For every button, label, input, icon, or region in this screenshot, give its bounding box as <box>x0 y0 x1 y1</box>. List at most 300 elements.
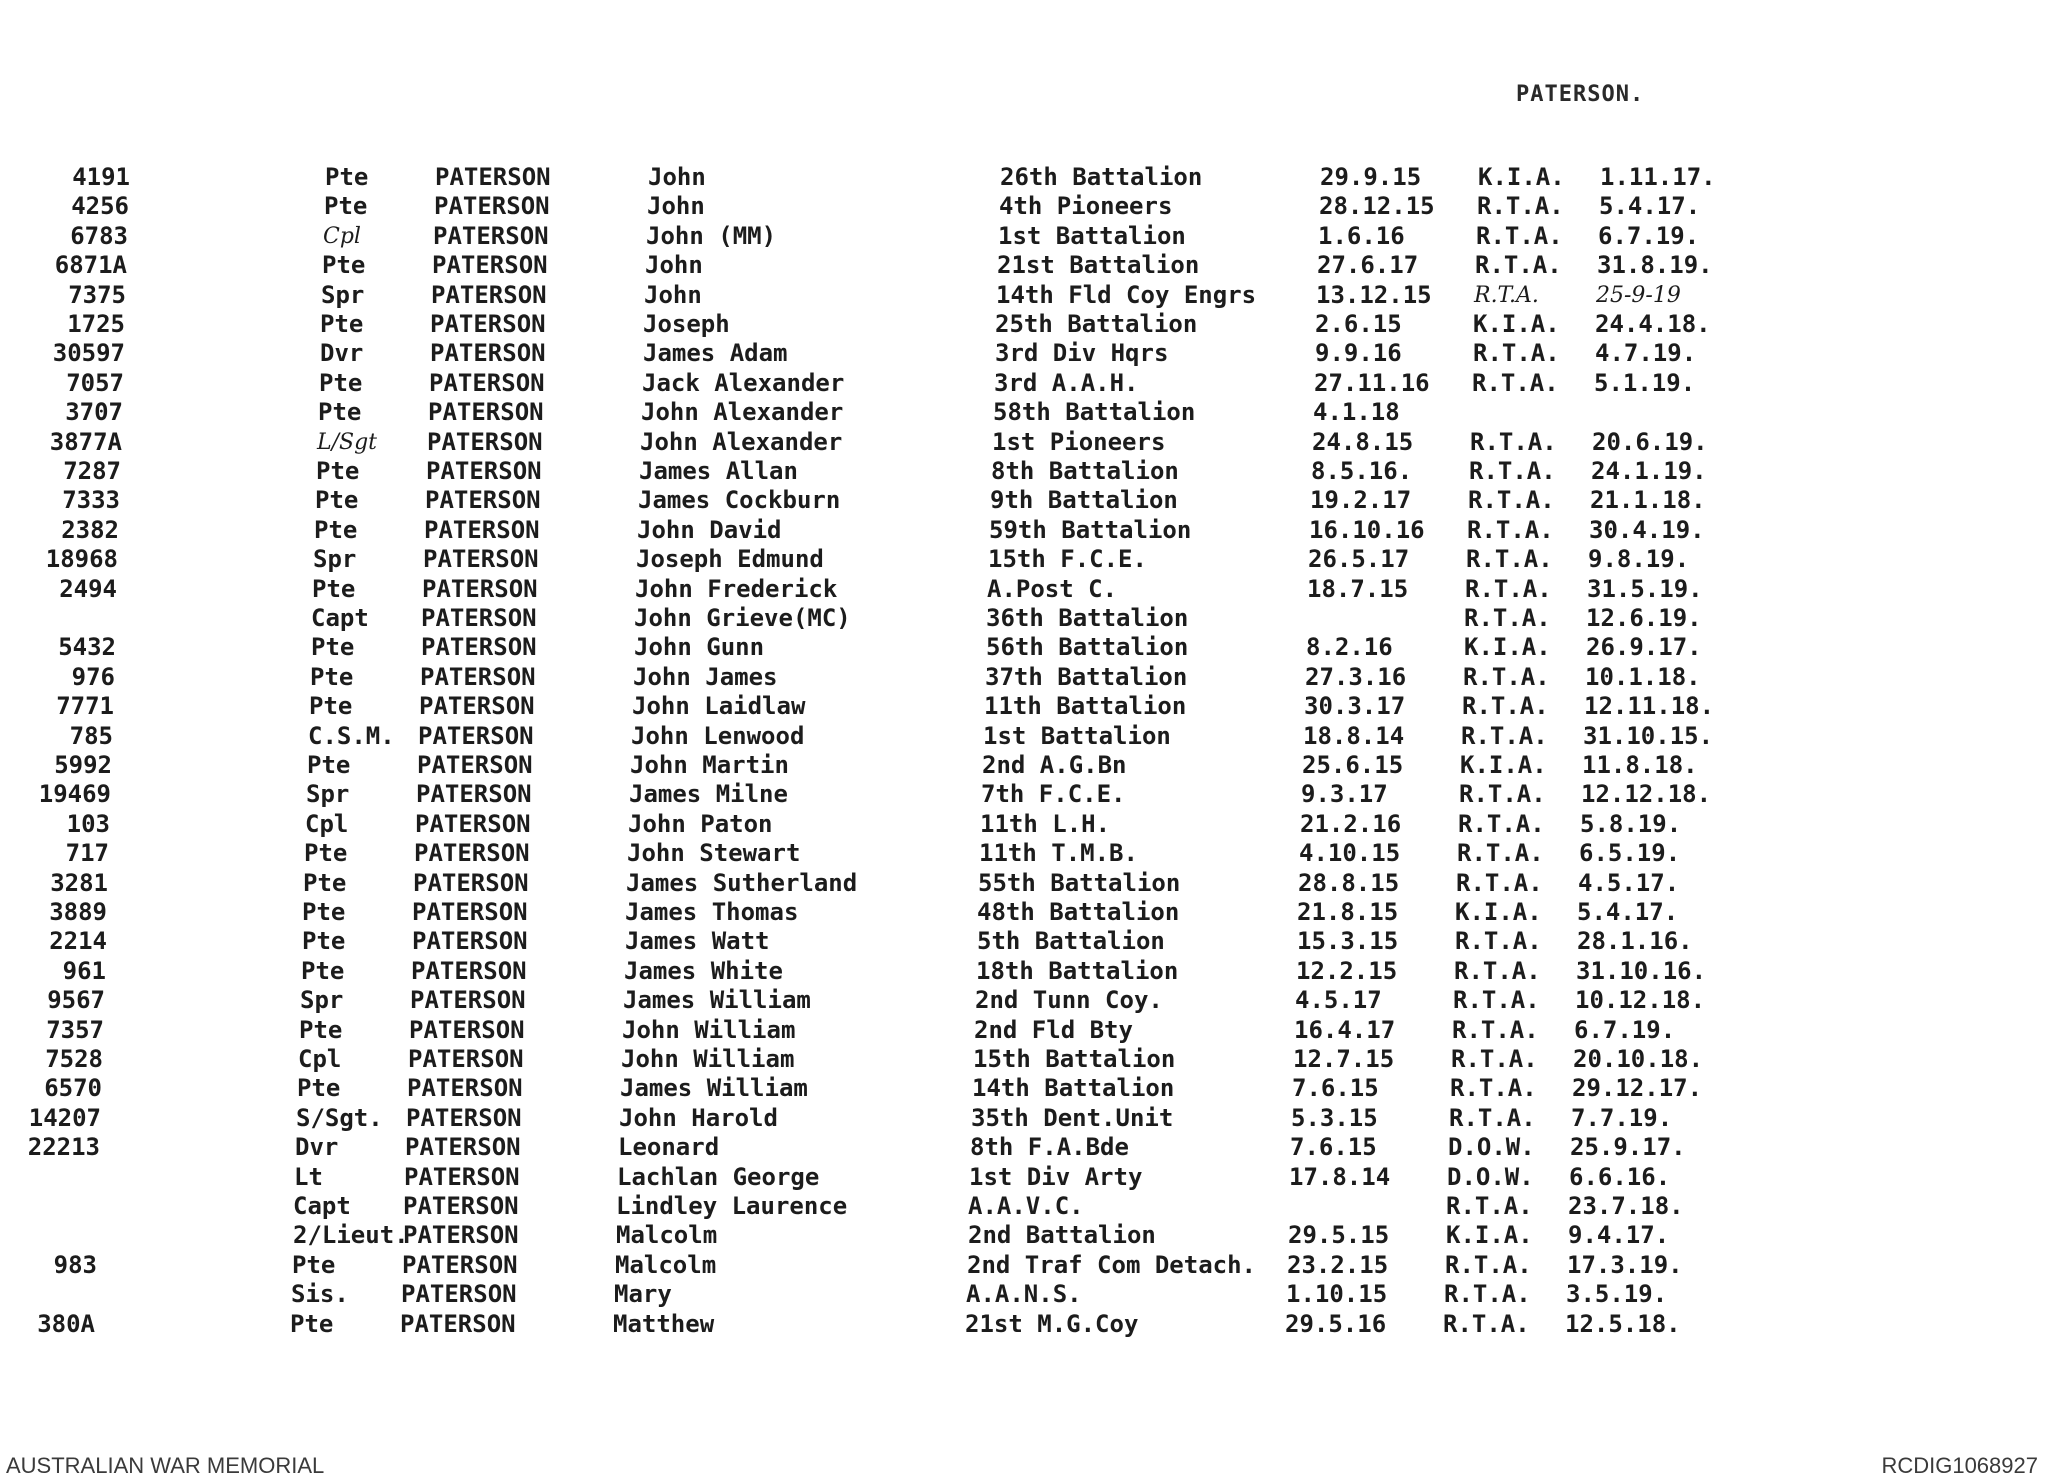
entry-fate-date: 20.6.19. <box>1592 427 1708 456</box>
entry-surname: PATERSON <box>427 427 543 456</box>
entry-surname: PATERSON <box>424 515 540 544</box>
entry-unit: 58th Battalion <box>993 398 1196 427</box>
entry-unit: 11th L.H. <box>980 809 1111 838</box>
entry-enlistment-date: 19.2.17 <box>1310 486 1412 515</box>
entry-enlistment-date: 1.10.15 <box>1286 1280 1388 1309</box>
entry-rank: Sis. <box>291 1280 349 1309</box>
roll-entry <box>0 604 2048 633</box>
roll-entry <box>0 1280 2048 1309</box>
entry-unit: 35th Dent.Unit <box>971 1103 1174 1132</box>
entry-fate-date: 9.8.19. <box>1588 545 1690 574</box>
entry-fate-date: 5.4.17. <box>1577 898 1679 926</box>
entry-unit: 11th Battalion <box>984 692 1187 721</box>
entry-unit: 11th T.M.B. <box>979 839 1138 868</box>
entry-fate: R.T.A. <box>1446 1192 1533 1220</box>
roll-entry <box>0 780 2048 809</box>
entry-roll-number: 30597 <box>52 339 125 368</box>
entry-surname: PATERSON <box>422 574 538 603</box>
entry-surname: PATERSON <box>412 927 528 956</box>
entry-fate-date: 24.1.19. <box>1591 457 1707 485</box>
entry-fate: R.T.A. <box>1453 986 1540 1015</box>
entry-given-names: John David <box>637 515 782 544</box>
roll-entry <box>0 722 2048 751</box>
entry-unit: 14th Fld Coy Engrs <box>996 280 1257 309</box>
entry-roll-number: 103 <box>66 809 110 838</box>
entry-fate: K.I.A. <box>1460 751 1547 779</box>
entry-fate-date: 26.9.17. <box>1586 633 1702 662</box>
entry-roll-number: 7375 <box>68 280 126 309</box>
entry-unit: 2nd A.G.Bn <box>982 751 1127 779</box>
entry-given-names: Mary <box>614 1280 672 1309</box>
entry-enlistment-date: 23.2.15 <box>1287 1250 1389 1279</box>
entry-fate-date: 9.4.17. <box>1568 1221 1670 1250</box>
entry-given-names: John William <box>621 1045 795 1073</box>
entry-unit: 21st Battalion <box>997 251 1200 280</box>
entry-given-names: John <box>644 280 702 309</box>
entry-surname: PATERSON <box>410 986 526 1015</box>
entry-unit: 3rd Div Hqrs <box>995 339 1169 368</box>
entry-roll-number: 961 <box>62 956 106 985</box>
entry-enlistment-date: 27.3.16 <box>1305 662 1407 691</box>
roll-entry <box>0 222 2048 251</box>
entry-fate-date: 30.4.19. <box>1589 515 1705 544</box>
entry-given-names: Lindley Laurence <box>616 1192 848 1220</box>
entry-surname: PATERSON <box>426 457 542 485</box>
entry-fate: R.T.A. <box>1475 251 1562 280</box>
entry-given-names: James White <box>624 956 783 985</box>
entry-roll-number: 5432 <box>58 633 116 662</box>
entry-surname: PATERSON <box>425 486 541 515</box>
entry-surname: PATERSON <box>431 280 547 309</box>
entry-surname: PATERSON <box>404 1162 520 1191</box>
roll-entry <box>0 163 2048 192</box>
entry-given-names: James Allan <box>639 457 798 485</box>
roll-entry <box>0 457 2048 486</box>
entry-given-names: Joseph <box>643 310 730 338</box>
entry-rank: Capt <box>293 1192 351 1220</box>
entry-unit: 2nd Fld Bty <box>974 1015 1133 1044</box>
entry-rank: C.S.M. <box>308 721 395 750</box>
entry-unit: 1st Battalion <box>998 221 1186 250</box>
entry-rank: Dvr <box>320 339 364 368</box>
entry-fate: R.T.A. <box>1463 662 1550 691</box>
entry-surname: PATERSON <box>403 1221 519 1250</box>
entry-rank: 2/Lieut. <box>293 1221 409 1250</box>
entry-roll-number: 380A <box>37 1309 95 1338</box>
entry-surname: PATERSON <box>434 192 550 221</box>
entry-fate-date: 31.10.15. <box>1583 721 1714 750</box>
entry-rank: Lt <box>294 1162 323 1191</box>
roll-entry <box>0 663 2048 692</box>
entry-enlistment-date: 7.6.15 <box>1290 1133 1377 1162</box>
entry-roll-number: 19469 <box>38 780 111 809</box>
entry-fate: R.T.A. <box>1456 868 1543 897</box>
entry-surname: PATERSON <box>412 898 528 926</box>
roll-entry <box>0 1133 2048 1162</box>
entry-roll-number: 2214 <box>49 927 107 956</box>
entry-surname: PATERSON <box>406 1103 522 1132</box>
entry-fate-date: 12.11.18. <box>1584 692 1715 721</box>
entry-fate: D.O.W. <box>1447 1162 1534 1191</box>
entry-fate: R.T.A. <box>1474 282 1539 308</box>
entry-fate: K.I.A. <box>1455 898 1542 926</box>
entry-given-names: John Stewart <box>627 839 801 868</box>
entry-fate: R.T.A. <box>1444 1280 1531 1309</box>
entry-unit: A.A.N.S. <box>966 1280 1082 1309</box>
entry-roll-number: 22213 <box>27 1133 100 1162</box>
entry-given-names: James William <box>623 986 811 1015</box>
entry-surname: PATERSON <box>420 662 536 691</box>
entry-fate-date: 12.5.18. <box>1565 1309 1681 1338</box>
entry-unit: 4th Pioneers <box>999 192 1173 221</box>
entry-enlistment-date: 29.5.15 <box>1288 1221 1390 1250</box>
entry-unit: 1st Battalion <box>983 721 1171 750</box>
entry-rank: Pte <box>318 398 362 427</box>
entry-roll-number: 717 <box>65 839 109 868</box>
entry-fate: R.T.A. <box>1472 368 1559 397</box>
entry-enlistment-date: 18.8.14 <box>1303 721 1405 750</box>
entry-rank: Capt <box>311 604 369 632</box>
entry-unit: 14th Battalion <box>972 1074 1175 1103</box>
entry-fate-date: 11.8.18. <box>1582 751 1698 779</box>
entry-roll-number: 6570 <box>44 1074 102 1103</box>
entry-unit: 2nd Tunn Coy. <box>975 986 1163 1015</box>
entry-surname: PATERSON <box>429 368 545 397</box>
entry-roll-number: 7333 <box>62 486 120 515</box>
entry-rank: Spr <box>306 780 350 809</box>
entry-unit: 1st Pioneers <box>992 427 1166 456</box>
entry-fate: R.T.A. <box>1457 839 1544 868</box>
entry-unit: A.Post C. <box>987 574 1118 603</box>
entry-enlistment-date: 16.4.17 <box>1294 1015 1396 1044</box>
entry-fate-date: 31.5.19. <box>1587 574 1703 603</box>
entry-fate: R.T.A. <box>1455 927 1542 956</box>
roll-entry <box>0 369 2048 398</box>
entry-fate-date: 7.7.19. <box>1571 1103 1673 1132</box>
entry-rank: Pte <box>302 898 346 926</box>
roll-entry <box>0 1310 2048 1339</box>
entry-unit: 5th Battalion <box>977 927 1165 956</box>
entry-fate-date: 10.12.18. <box>1575 986 1706 1015</box>
entry-fate: R.T.A. <box>1449 1103 1536 1132</box>
entry-fate-date: 6.7.19. <box>1574 1015 1676 1044</box>
entry-fate: R.T.A. <box>1476 221 1563 250</box>
roll-entry <box>0 575 2048 604</box>
entry-given-names: John Gunn <box>634 633 765 662</box>
entry-surname: PATERSON <box>416 780 532 809</box>
entry-given-names: John William <box>622 1015 796 1044</box>
entry-enlistment-date: 27.6.17 <box>1317 251 1419 280</box>
roll-entry <box>0 1045 2048 1074</box>
roll-entry <box>0 751 2048 780</box>
entry-rank: Pte <box>316 457 360 485</box>
entry-given-names: James William <box>620 1074 808 1103</box>
entry-surname: PATERSON <box>405 1133 521 1162</box>
entry-rank: Pte <box>324 192 368 221</box>
entry-enlistment-date: 12.7.15 <box>1293 1045 1395 1073</box>
entry-roll-number: 6783 <box>70 221 128 250</box>
entry-fate-date: 28.1.16. <box>1577 927 1693 956</box>
entry-rank: Pte <box>304 839 348 868</box>
entry-rank: L/Sgt <box>317 429 378 455</box>
entry-enlistment-date: 4.10.15 <box>1299 839 1401 868</box>
entry-roll-number: 7357 <box>46 1015 104 1044</box>
entry-given-names: James Watt <box>625 927 770 956</box>
entry-given-names: Leonard <box>618 1133 720 1162</box>
entry-given-names: James Sutherland <box>626 868 858 897</box>
entry-given-names: James Adam <box>643 339 788 368</box>
entry-roll-number: 3877A <box>49 427 122 456</box>
entry-unit: A.A.V.C. <box>968 1192 1084 1220</box>
entry-unit: 21st M.G.Coy <box>965 1309 1139 1338</box>
entry-enlistment-date: 24.8.15 <box>1312 427 1414 456</box>
entry-rank: Cpl <box>323 223 361 249</box>
entry-fate-date: 17.3.19. <box>1567 1250 1683 1279</box>
entry-surname: PATERSON <box>414 839 530 868</box>
entry-enlistment-date: 21.2.16 <box>1300 809 1402 838</box>
entry-fate: R.T.A. <box>1443 1309 1530 1338</box>
entry-fate: R.T.A. <box>1469 457 1556 485</box>
entry-fate: K.I.A. <box>1478 163 1565 191</box>
roll-entry <box>0 310 2048 339</box>
entry-fate: R.T.A. <box>1473 339 1560 368</box>
roll-entry <box>0 633 2048 662</box>
entry-roll-number: 7287 <box>63 457 121 485</box>
roll-entry <box>0 1074 2048 1103</box>
entry-unit: 26th Battalion <box>1000 163 1203 191</box>
entry-enlistment-date: 28.12.15 <box>1319 192 1435 221</box>
entry-fate-date: 6.5.19. <box>1579 839 1681 868</box>
roll-entry <box>0 192 2048 221</box>
entry-fate-date: 5.4.17. <box>1599 192 1701 221</box>
entry-fate-date: 10.1.18. <box>1585 662 1701 691</box>
entry-rank: Spr <box>313 545 357 574</box>
entry-fate-date: 5.8.19. <box>1580 809 1682 838</box>
roll-entry <box>0 898 2048 927</box>
entry-given-names: Malcolm <box>615 1250 717 1279</box>
roll-entry <box>0 516 2048 545</box>
entry-rank: Pte <box>303 868 347 897</box>
entry-given-names: Matthew <box>613 1309 715 1338</box>
roll-entry <box>0 1251 2048 1280</box>
entry-unit: 9th Battalion <box>990 486 1178 515</box>
entry-surname: PATERSON <box>417 751 533 779</box>
entry-surname: PATERSON <box>402 1250 518 1279</box>
roll-entry <box>0 339 2048 368</box>
entry-enlistment-date: 29.9.15 <box>1320 163 1422 191</box>
entry-rank: Pte <box>309 692 353 721</box>
entry-enlistment-date: 21.8.15 <box>1297 898 1399 926</box>
entry-enlistment-date: 25.6.15 <box>1302 751 1404 779</box>
entry-rank: Pte <box>297 1074 341 1103</box>
entry-rank: Pte <box>311 633 355 662</box>
entry-roll-number: 983 <box>53 1250 97 1279</box>
entry-rank: Pte <box>290 1309 334 1338</box>
archive-credit: AUSTRALIAN WAR MEMORIAL <box>6 1453 325 1478</box>
entry-fate-date: 6.7.19. <box>1598 221 1700 250</box>
entry-surname: PATERSON <box>435 163 551 191</box>
entry-given-names: John Martin <box>630 751 789 779</box>
entry-unit: 36th Battalion <box>986 604 1189 632</box>
entry-surname: PATERSON <box>433 221 549 250</box>
entry-surname: PATERSON <box>421 633 537 662</box>
entry-given-names: John <box>647 192 705 221</box>
entry-fate-date: 29.12.17. <box>1572 1074 1703 1103</box>
roll-entry <box>0 486 2048 515</box>
entry-unit: 8th Battalion <box>991 457 1179 485</box>
entry-given-names: John <box>648 163 706 191</box>
entry-unit: 37th Battalion <box>985 662 1188 691</box>
entry-enlistment-date: 8.2.16 <box>1306 633 1393 662</box>
entry-fate: R.T.A. <box>1462 692 1549 721</box>
entry-surname: PATERSON <box>421 604 537 632</box>
entry-roll-number: 7528 <box>45 1045 103 1073</box>
entry-rank: Pte <box>310 662 354 691</box>
entry-rank: Pte <box>301 956 345 985</box>
entry-fate-date: 3.5.19. <box>1566 1280 1668 1309</box>
entry-enlistment-date: 17.8.14 <box>1289 1162 1391 1191</box>
roll-entry <box>0 1163 2048 1192</box>
roll-entry <box>0 839 2048 868</box>
entry-roll-number: 18968 <box>45 545 118 574</box>
entry-unit: 18th Battalion <box>976 956 1179 985</box>
entry-fate: R.T.A. <box>1470 427 1557 456</box>
entry-unit: 56th Battalion <box>986 633 1189 662</box>
entry-given-names: Jack Alexander <box>642 368 845 397</box>
entry-fate: R.T.A. <box>1459 780 1546 809</box>
entry-enlistment-date: 18.7.15 <box>1307 574 1409 603</box>
entry-rank: Pte <box>325 163 369 191</box>
entry-roll-number: 976 <box>71 662 115 691</box>
entry-unit: 7th F.C.E. <box>981 780 1126 809</box>
entry-fate: R.T.A. <box>1477 192 1564 221</box>
entry-fate-date: 24.4.18. <box>1595 310 1711 338</box>
entry-fate: R.T.A. <box>1467 515 1554 544</box>
entry-rank: Cpl <box>305 809 349 838</box>
entry-enlistment-date: 1.6.16 <box>1318 221 1405 250</box>
entry-surname: PATERSON <box>411 956 527 985</box>
entry-fate-date: 12.12.18. <box>1581 780 1712 809</box>
entry-fate: R.T.A. <box>1445 1250 1532 1279</box>
entry-enlistment-date: 29.5.16 <box>1285 1309 1387 1338</box>
entry-given-names: John Alexander <box>641 398 844 427</box>
entry-roll-number: 14207 <box>28 1103 101 1132</box>
entry-roll-number: 3281 <box>50 868 108 897</box>
entry-unit: 1st Div Arty <box>969 1162 1143 1191</box>
roll-entry <box>0 251 2048 280</box>
entry-fate-date: 31.8.19. <box>1597 251 1713 280</box>
entry-surname: PATERSON <box>400 1309 516 1338</box>
entry-unit: 15th F.C.E. <box>988 545 1147 574</box>
entry-roll-number: 2382 <box>61 515 119 544</box>
roll-entry <box>0 986 2048 1015</box>
entry-fate-date: 4.7.19. <box>1595 339 1697 368</box>
entry-rank: Pte <box>302 927 346 956</box>
entry-unit: 3rd A.A.H. <box>994 368 1139 397</box>
entry-fate-date: 20.10.18. <box>1573 1045 1704 1073</box>
entry-fate: D.O.W. <box>1448 1133 1535 1162</box>
entry-given-names: John Alexander <box>640 427 843 456</box>
entry-given-names: Lachlan George <box>617 1162 820 1191</box>
entry-unit: 55th Battalion <box>978 868 1181 897</box>
roll-entry <box>0 957 2048 986</box>
entry-rank: Pte <box>322 251 366 280</box>
entry-rank: S/Sgt. <box>296 1103 383 1132</box>
entry-enlistment-date: 15.3.15 <box>1297 927 1399 956</box>
entry-enlistment-date: 28.8.15 <box>1298 868 1400 897</box>
entry-fate-date: 25.9.17. <box>1570 1133 1686 1162</box>
entry-fate-date: 1.11.17. <box>1600 163 1716 191</box>
entry-fate: R.T.A. <box>1466 545 1553 574</box>
entry-given-names: John (MM) <box>646 221 777 250</box>
entry-surname: PATERSON <box>430 339 546 368</box>
entry-roll-number: 1725 <box>67 310 125 338</box>
entry-rank: Pte <box>312 574 356 603</box>
entry-given-names: James Cockburn <box>638 486 841 515</box>
entry-given-names: Joseph Edmund <box>636 545 824 574</box>
entry-surname: PATERSON <box>407 1074 523 1103</box>
entry-surname: PATERSON <box>409 1015 525 1044</box>
entry-rank: Pte <box>307 751 351 779</box>
entry-given-names: John Paton <box>628 809 773 838</box>
entry-fate: K.I.A. <box>1464 633 1551 662</box>
entry-surname: PATERSON <box>401 1280 517 1309</box>
roll-entry <box>0 1104 2048 1133</box>
entry-fate: R.T.A. <box>1454 956 1541 985</box>
entry-roll-number: 9567 <box>47 986 105 1015</box>
entry-fate-date: 23.7.18. <box>1568 1192 1684 1220</box>
entry-enlistment-date: 12.2.15 <box>1296 956 1398 985</box>
entry-fate: R.T.A. <box>1461 721 1548 750</box>
entry-surname: PATERSON <box>428 398 544 427</box>
entry-fate: R.T.A. <box>1464 604 1551 632</box>
entry-roll-number: 2494 <box>59 574 117 603</box>
roll-entry <box>0 545 2048 574</box>
entry-unit: 48th Battalion <box>977 898 1180 926</box>
entry-fate-date: 4.5.17. <box>1578 868 1680 897</box>
entry-surname: PATERSON <box>419 692 535 721</box>
entry-unit: 2nd Battalion <box>968 1221 1156 1250</box>
entry-enlistment-date: 16.10.16 <box>1309 515 1425 544</box>
entry-enlistment-date: 5.3.15 <box>1291 1103 1378 1132</box>
roll-entry <box>0 692 2048 721</box>
entry-rank: Spr <box>300 986 344 1015</box>
entry-enlistment-date: 4.5.17 <box>1295 986 1382 1015</box>
roll-entry <box>0 927 2048 956</box>
entry-unit: 59th Battalion <box>989 515 1192 544</box>
entry-given-names: Malcolm <box>616 1221 718 1250</box>
entry-rank: Pte <box>314 515 358 544</box>
page-title: PATERSON. <box>1516 82 1645 107</box>
entry-enlistment-date: 13.12.15 <box>1316 280 1432 309</box>
entry-rank: Pte <box>299 1015 343 1044</box>
entry-given-names: John Harold <box>619 1103 778 1132</box>
entry-enlistment-date: 26.5.17 <box>1308 545 1410 574</box>
roll-entry <box>0 428 2048 457</box>
entry-given-names: John Laidlaw <box>632 692 806 721</box>
entry-fate-date: 31.10.16. <box>1576 956 1707 985</box>
entry-fate: R.T.A. <box>1452 1015 1539 1044</box>
entry-surname: PATERSON <box>403 1192 519 1220</box>
entry-rank: Pte <box>315 486 359 515</box>
entry-surname: PATERSON <box>430 310 546 338</box>
entry-given-names: James Milne <box>629 780 788 809</box>
entry-fate: R.T.A. <box>1465 574 1552 603</box>
entry-unit: 25th Battalion <box>995 310 1198 338</box>
entry-fate-date: 5.1.19. <box>1594 368 1696 397</box>
entry-enlistment-date: 8.5.16. <box>1311 457 1413 485</box>
entry-enlistment-date: 7.6.15 <box>1292 1074 1379 1103</box>
